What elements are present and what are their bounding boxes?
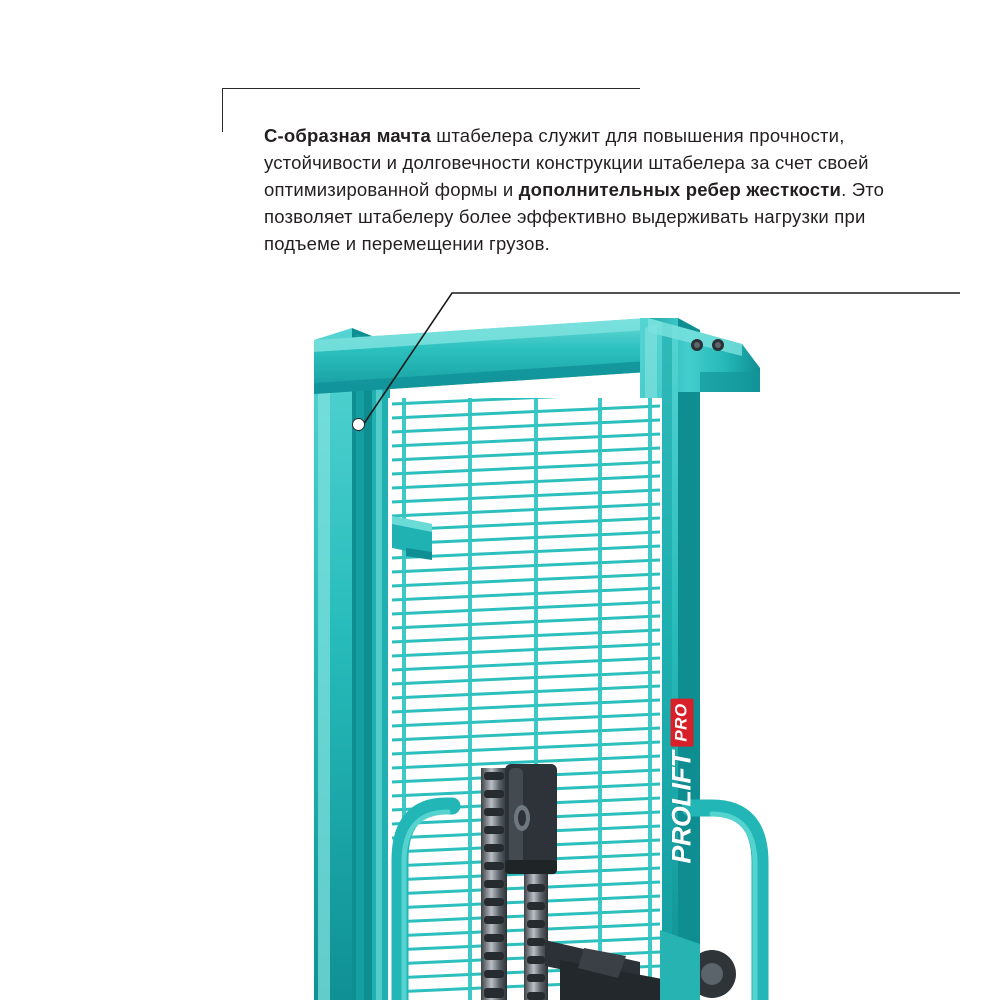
brand-name: PROLIFT xyxy=(666,751,697,864)
callout-anchor-dot xyxy=(352,418,365,431)
mast-top-crossbeam xyxy=(314,318,648,394)
brand-badge: PRO xyxy=(671,698,694,746)
callout-left-rule xyxy=(222,88,223,132)
chain-anchor-block xyxy=(505,764,557,874)
mast-inner-channel-left xyxy=(372,352,390,1000)
brand-mark xyxy=(662,636,702,926)
callout-top-rule xyxy=(222,88,640,89)
callout-paragraph: С-образная мачта штабелера служит для повышения прочности, устойчивости и долговечности конструкции штабелера за счет своей оптимизированной формы и дополнительных ребер жесткости. Это позволяет штабелеру более эффективно выдерживать нагрузки при подъеме и перемещении грузов. xyxy=(264,125,885,254)
